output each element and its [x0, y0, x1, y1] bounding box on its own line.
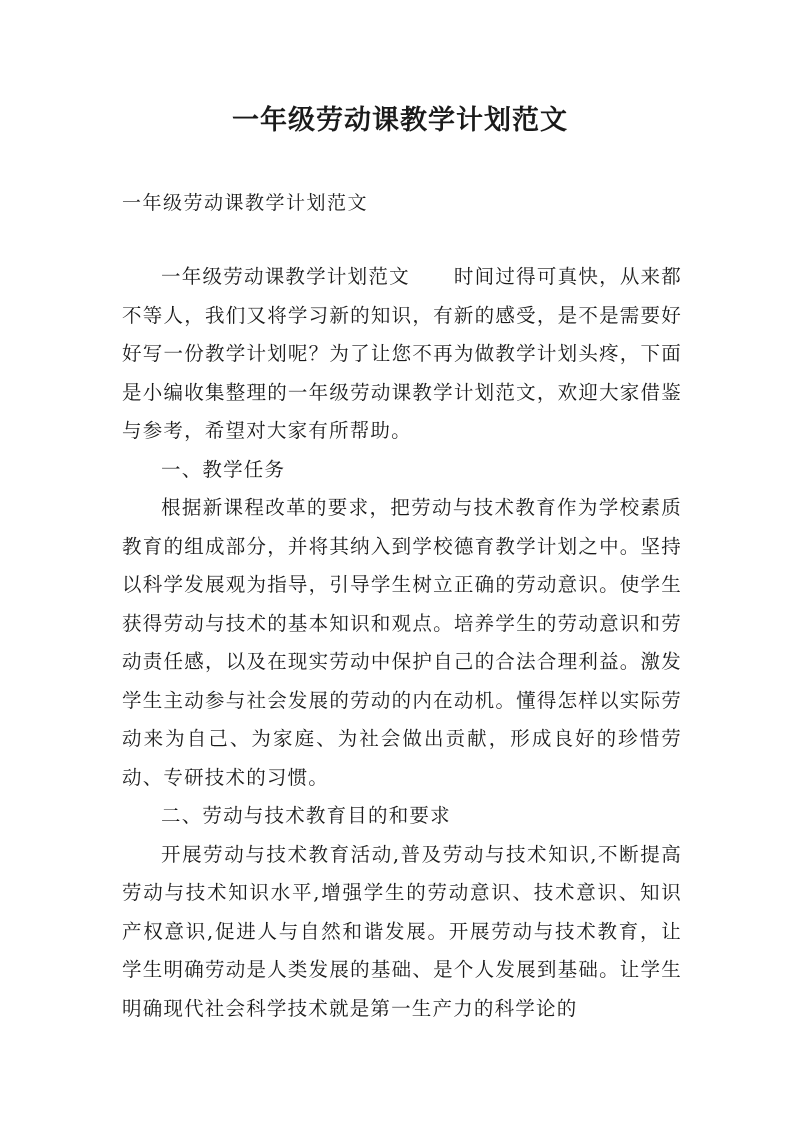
intro-paragraph — [122, 258, 682, 451]
section1-paragraph: 根据新课程改革的要求，把劳动与技术教育作为学校素质教育的组成部分，并将其纳入到学校德育教学计划之中。坚持以科学发展观为指导，引导学生树立正确的劳动意识。使学生获得劳动与技术的基本知识和观点。培养学生的劳动意识和劳动责任感，以及在现实劳动中保护自己的合法合理利益。激发学生主动参与社会发展的劳动的内在动机。懂得怎样以实际劳动来为自己、为家庭、为社会做出贡献，形成良好的珍惜劳动、专研技术的习惯。 — [122, 496, 682, 789]
section2-heading: 二、劳动与技术教育目的和要求 — [161, 804, 451, 827]
section1-heading: 一、教学任务 — [161, 457, 286, 481]
section2-paragraph: 开展劳动与技术教育活动,普及劳动与技术知识,不断提高劳动与技术知识水平,增强学生的劳动意识、技术意识、知识产权意识,促进人与自然和谐发展。开展劳动与技术教育，让学生明确劳动是人类发展的基础、是个人发展到基础。让学生明确现代社会科学技术就是第一生产力的科学论的 — [122, 842, 682, 1020]
document-body — [122, 258, 682, 1028]
document-subtitle: 一年级劳动课教学计划范文 — [122, 192, 369, 214]
intro-body: 时间过得可真快，从来都不等人，我们又将学习新的知识，有新的感受，是不是需要好好写一份教学计划呢？为了让您不再为做教学计划头疼，下面是小编收集整理的一年级劳动课教学计划范文，欢迎大家借鉴与参考，希望对大家有所帮助。 — [122, 265, 683, 442]
document-title: 一年级劳动课教学计划范文 — [232, 105, 568, 136]
intro-lead: 一年级劳动课教学计划范文 — [161, 265, 410, 288]
